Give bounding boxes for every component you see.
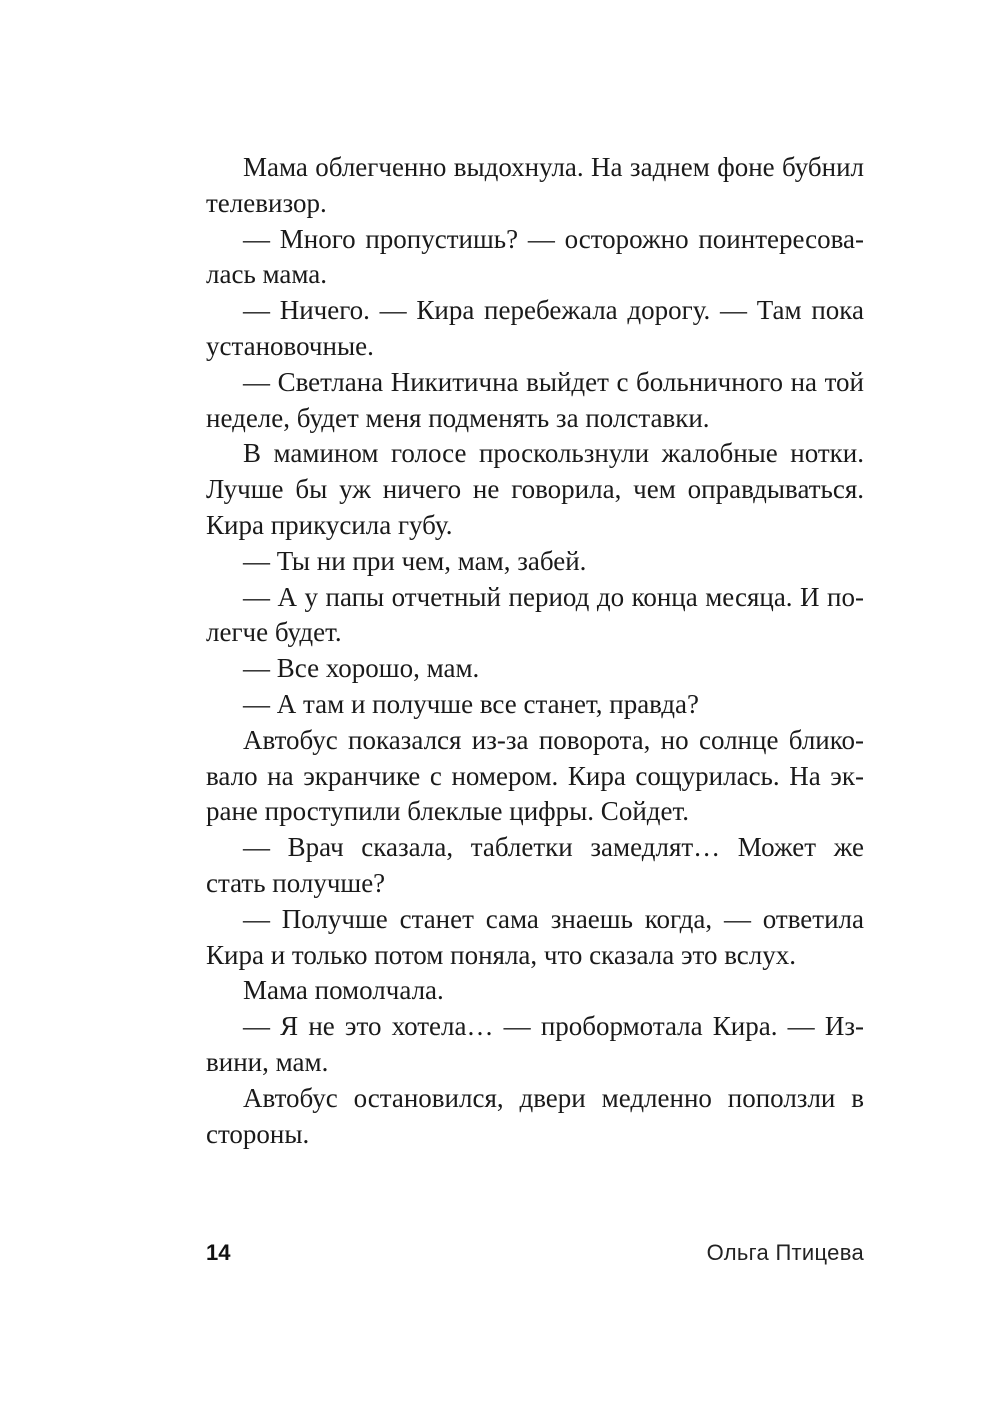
paragraph: — Врач сказала, таблетки замедлят… Может же стать получше? bbox=[206, 832, 864, 898]
paragraph: Мама помолчала. bbox=[243, 975, 444, 1006]
page-footer bbox=[206, 1240, 864, 1270]
paragraph: В мамином голосе проскользнули жалобные нотки. Лучше бы уж ничего не говорила, чем оправдываться. Кира прикусила губу. bbox=[206, 438, 864, 540]
paragraph: — Светлана Никитична выйдет с больничного на той неделе, будет меня подменять за полставки. bbox=[206, 366, 864, 433]
paragraph: — Я не это хотела… — пробормотала Кира. — Извини, мам. bbox=[206, 1011, 864, 1077]
paragraph: Автобус показался из-за поворота, но солнце бликовало на экранчике с номером. Кира сощурилась. На экране проступили блеклые цифры. Сойдет. bbox=[206, 724, 864, 827]
paragraph: Автобус остановился, двери медленно поползли в стороны. bbox=[206, 1082, 864, 1149]
body-text bbox=[206, 150, 864, 1152]
paragraph: — А у папы отчетный период до конца месяца. И полегче будет. bbox=[206, 581, 864, 648]
author-name: Ольга Птицева bbox=[706, 1240, 864, 1265]
paragraph: — Ничего. — Кира перебежала дорогу. — Там пока установочные. bbox=[206, 295, 864, 361]
page-number: 14 bbox=[206, 1240, 231, 1265]
paragraph: — Получше станет сама знаешь когда, — ответила Кира и только потом поняла, что сказала это вслух. bbox=[206, 903, 864, 970]
paragraph: — А там и получше все станет, правда? bbox=[243, 688, 699, 719]
paragraph: — Все хорошо, мам. bbox=[243, 653, 480, 684]
paragraph: — Много пропустишь? — осторожно поинтересовалась мама. bbox=[206, 223, 864, 290]
paragraph: Мама облегченно выдохнула. На заднем фоне бубнил телевизор. bbox=[206, 152, 864, 218]
paragraph: — Ты ни при чем, мам, забей. bbox=[243, 545, 587, 576]
